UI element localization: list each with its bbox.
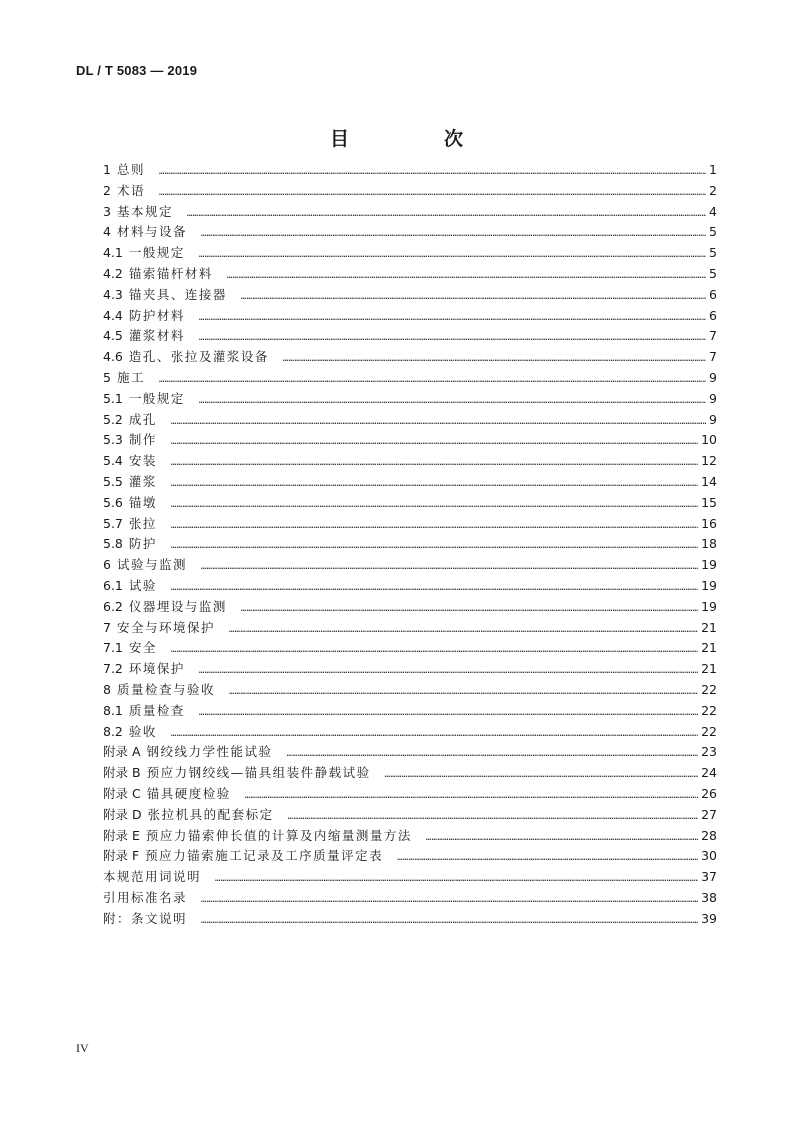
toc-entry-label bbox=[103, 784, 231, 802]
toc-entry[interactable] bbox=[103, 555, 717, 576]
toc-entry[interactable] bbox=[103, 638, 717, 659]
toc-entry-text: 钢绞线力学性能试验 bbox=[146, 744, 273, 760]
toc-entry[interactable] bbox=[103, 805, 717, 826]
toc-leader-dots bbox=[171, 458, 698, 468]
toc-entry[interactable] bbox=[103, 181, 717, 202]
toc-entry[interactable] bbox=[103, 597, 717, 618]
toc-entry-text: 基本规定 bbox=[116, 203, 173, 219]
toc-entry-page: 5 bbox=[709, 245, 717, 261]
toc-entry-text: 灌浆材料 bbox=[128, 328, 185, 344]
toc-entry-label bbox=[103, 659, 185, 677]
toc-leader-dots bbox=[171, 417, 706, 427]
toc-leader-dots bbox=[227, 271, 706, 281]
toc-entry-number: 8.1 bbox=[103, 702, 123, 718]
toc-entry[interactable] bbox=[103, 722, 717, 743]
toc-entry-label bbox=[103, 534, 157, 552]
toc-entry-page: 22 bbox=[701, 681, 717, 697]
toc-entry-text: 引用标准名录 bbox=[103, 889, 188, 905]
toc-entry-label bbox=[103, 638, 157, 656]
toc-entry-label bbox=[103, 264, 213, 282]
toc-leader-dots bbox=[199, 250, 706, 260]
toc-entry[interactable] bbox=[103, 222, 717, 243]
toc-entry-number: 6 bbox=[103, 557, 111, 573]
toc-entry-page: 16 bbox=[701, 515, 717, 531]
toc-leader-dots bbox=[201, 229, 706, 239]
toc-entry-label bbox=[103, 555, 187, 573]
toc-entry-text: 本规范用词说明 bbox=[103, 869, 202, 885]
toc-entry-text: 仪器埋设与监测 bbox=[128, 598, 227, 614]
toc-entry-number: 1 bbox=[103, 162, 111, 177]
standard-code: DL / T 5083 — 2019 bbox=[76, 63, 198, 78]
toc-leader-dots bbox=[229, 625, 698, 635]
toc-entry-label bbox=[103, 285, 227, 303]
toc-entry-text: 试验与监测 bbox=[116, 557, 187, 573]
toc-entry[interactable] bbox=[103, 763, 717, 784]
toc-entry-label bbox=[103, 389, 185, 407]
toc-entry-page: 39 bbox=[701, 910, 717, 926]
toc-entry-text: 一般规定 bbox=[128, 245, 185, 261]
toc-entry-page: 7 bbox=[709, 349, 717, 365]
toc-entry-label bbox=[103, 805, 274, 823]
toc-entry-page: 5 bbox=[709, 224, 717, 240]
toc-entry-text: 防护材料 bbox=[128, 307, 185, 323]
toc-entry[interactable] bbox=[103, 410, 717, 431]
toc-entry-label bbox=[103, 867, 201, 885]
toc-entry-page: 15 bbox=[701, 494, 717, 510]
toc-leader-dots bbox=[171, 729, 698, 739]
toc-entry-page: 6 bbox=[709, 286, 717, 302]
toc-entry-page: 23 bbox=[701, 744, 717, 760]
toc-entry-page: 9 bbox=[709, 411, 717, 427]
toc-entry-page: 26 bbox=[701, 785, 717, 801]
toc-leader-dots bbox=[171, 479, 698, 489]
toc-entry-page: 9 bbox=[709, 390, 717, 406]
toc-leader-dots bbox=[159, 167, 706, 177]
toc-entry-label bbox=[103, 514, 157, 532]
toc-leader-dots bbox=[283, 354, 706, 364]
toc-entry-text: 质量检查 bbox=[128, 702, 185, 718]
toc-entry-label bbox=[103, 618, 215, 636]
toc-entry[interactable] bbox=[103, 680, 717, 701]
toc-leader-dots bbox=[288, 812, 698, 822]
toc-entry[interactable] bbox=[103, 306, 717, 327]
toc-leader-dots bbox=[385, 770, 699, 780]
toc-entry-text: 总则 bbox=[116, 162, 145, 177]
toc-entry-page: 2 bbox=[709, 182, 717, 198]
toc-entry-number: 4 bbox=[103, 224, 111, 240]
toc-leader-dots bbox=[171, 583, 698, 593]
toc-entry[interactable] bbox=[103, 368, 717, 389]
toc-entry[interactable] bbox=[103, 534, 717, 555]
toc-entry-label bbox=[103, 306, 185, 324]
toc-entry-label bbox=[103, 202, 173, 220]
toc-entry[interactable] bbox=[103, 909, 717, 930]
toc-entry-page: 21 bbox=[701, 619, 717, 635]
toc-entry-label bbox=[103, 222, 187, 240]
toc-entry[interactable] bbox=[103, 784, 717, 805]
toc-entry-page: 14 bbox=[701, 473, 717, 489]
toc-entry-number: 附录 E bbox=[103, 827, 140, 843]
toc-entry-text: 灌浆 bbox=[128, 473, 157, 489]
toc-entry[interactable] bbox=[103, 202, 717, 223]
toc-entry-page: 12 bbox=[701, 453, 717, 469]
toc-leader-dots bbox=[199, 313, 706, 323]
toc-entry-page: 9 bbox=[709, 369, 717, 385]
toc-entry-text: 张拉机具的配套标定 bbox=[147, 806, 274, 822]
toc-entry-label bbox=[103, 826, 412, 844]
toc-entry-number: 7 bbox=[103, 619, 111, 635]
toc-leader-dots bbox=[397, 853, 698, 863]
toc-entry-number: 4.3 bbox=[103, 286, 123, 302]
toc-leader-dots bbox=[201, 562, 698, 572]
toc-leader-dots bbox=[426, 833, 698, 843]
toc-entry-number: 4.6 bbox=[103, 349, 123, 365]
toc-entry-page: 18 bbox=[701, 536, 717, 552]
toc-entry-number: 4.1 bbox=[103, 245, 123, 261]
toc-entry-text: 附：条文说明 bbox=[103, 910, 188, 926]
toc-entry[interactable] bbox=[103, 493, 717, 514]
toc-entry-page: 30 bbox=[701, 848, 717, 864]
toc-entry-page: 7 bbox=[709, 328, 717, 344]
toc-entry[interactable] bbox=[103, 888, 717, 909]
toc-entry-text: 一般规定 bbox=[128, 390, 185, 406]
toc-entry-text: 锚具硬度检验 bbox=[146, 785, 231, 801]
toc-entry-number: 5 bbox=[103, 369, 111, 385]
toc-entry-text: 张拉 bbox=[128, 515, 157, 531]
toc-entry-number: 附录 F bbox=[103, 848, 140, 864]
toc-entry[interactable] bbox=[103, 285, 717, 306]
toc-entry[interactable] bbox=[103, 576, 717, 597]
toc-entry-text: 安全 bbox=[128, 640, 157, 656]
toc-entry-number: 5.1 bbox=[103, 390, 123, 406]
toc-entry-number: 5.8 bbox=[103, 536, 123, 552]
toc-leader-dots bbox=[241, 292, 706, 302]
toc-entry[interactable] bbox=[103, 701, 717, 722]
toc-entry-page: 19 bbox=[701, 577, 717, 593]
toc-entry[interactable] bbox=[103, 659, 717, 680]
toc-entry-number: 5.7 bbox=[103, 515, 123, 531]
toc-entry-number: 8 bbox=[103, 681, 111, 697]
toc-leader-dots bbox=[199, 666, 698, 676]
toc-entry-number: 4.2 bbox=[103, 265, 123, 281]
toc-entry-number: 5.3 bbox=[103, 432, 123, 448]
toc-entry-text: 环境保护 bbox=[128, 661, 185, 677]
toc-entry-text: 术语 bbox=[116, 182, 145, 198]
toc-entry-label bbox=[103, 451, 157, 469]
toc-entry-page: 21 bbox=[701, 640, 717, 656]
toc-leader-dots bbox=[241, 604, 698, 614]
toc-entry[interactable] bbox=[103, 846, 717, 867]
toc-entry-label bbox=[103, 493, 157, 511]
toc-entry-page: 4 bbox=[709, 203, 717, 219]
toc-entry[interactable] bbox=[103, 264, 717, 285]
toc-entry-number: 3 bbox=[103, 203, 111, 219]
toc-entry-text: 材料与设备 bbox=[116, 224, 187, 240]
toc-entry-number: 4.4 bbox=[103, 307, 123, 323]
toc-entry[interactable] bbox=[103, 742, 717, 763]
toc-entry-number: 附录 B bbox=[103, 765, 141, 781]
toc-entry-label bbox=[103, 430, 157, 448]
toc-entry-label bbox=[103, 181, 145, 199]
toc-entry-text: 锚索锚杆材料 bbox=[128, 265, 213, 281]
toc-entry-label bbox=[103, 763, 371, 781]
toc-entry-page: 28 bbox=[701, 827, 717, 843]
toc-entry-page: 10 bbox=[701, 432, 717, 448]
toc-entry-text: 安全与环境保护 bbox=[116, 619, 215, 635]
toc-entry-number: 7.1 bbox=[103, 640, 123, 656]
toc-entry-number: 4.5 bbox=[103, 328, 123, 344]
toc-entry-label bbox=[103, 846, 383, 864]
toc-entry-number: 5.6 bbox=[103, 494, 123, 510]
toc-entry[interactable] bbox=[103, 618, 717, 639]
toc-entry[interactable] bbox=[103, 867, 717, 888]
toc-entry-text: 试验 bbox=[128, 577, 157, 593]
toc-entry[interactable] bbox=[103, 389, 717, 410]
toc-entry[interactable] bbox=[103, 430, 717, 451]
toc-entry-page: 21 bbox=[701, 661, 717, 677]
toc-entry-page: 38 bbox=[701, 889, 717, 905]
page-number: IV bbox=[76, 1041, 89, 1055]
toc-entry[interactable] bbox=[103, 514, 717, 535]
toc-leader-dots bbox=[201, 916, 698, 926]
toc-entry-number: 7.2 bbox=[103, 661, 123, 677]
toc-entry-label bbox=[103, 742, 273, 760]
toc-entry-page: 27 bbox=[701, 806, 717, 822]
toc-leader-dots bbox=[171, 541, 698, 551]
toc-entry-page: 1 bbox=[709, 162, 717, 177]
toc-entry-label bbox=[103, 410, 157, 428]
toc-entry-text: 防护 bbox=[128, 536, 157, 552]
page-title: 目 次 bbox=[329, 128, 501, 150]
table-of-contents bbox=[103, 160, 717, 929]
toc-entry[interactable] bbox=[103, 347, 717, 368]
toc-entry-text: 成孔 bbox=[128, 411, 157, 427]
toc-entry-page: 37 bbox=[701, 869, 717, 885]
toc-entry[interactable] bbox=[103, 472, 717, 493]
toc-entry-label bbox=[103, 680, 215, 698]
toc-entry-text: 制作 bbox=[128, 432, 157, 448]
toc-entry-text: 安装 bbox=[128, 453, 157, 469]
toc-entry-label bbox=[103, 368, 145, 386]
toc-leader-dots bbox=[171, 437, 698, 447]
toc-entry-text: 锚夹具、连接器 bbox=[128, 286, 227, 302]
toc-entry[interactable] bbox=[103, 451, 717, 472]
toc-entry-number: 5.2 bbox=[103, 411, 123, 427]
toc-entry-text: 预应力钢绞线—锚具组装件静载试验 bbox=[146, 765, 371, 781]
toc-leader-dots bbox=[215, 874, 698, 884]
toc-entry[interactable] bbox=[103, 826, 717, 847]
toc-entry-label bbox=[103, 597, 227, 615]
toc-entry-number: 2 bbox=[103, 182, 111, 198]
toc-entry-label bbox=[103, 160, 145, 178]
toc-leader-dots bbox=[199, 333, 706, 343]
toc-leader-dots bbox=[199, 708, 698, 718]
toc-entry-label bbox=[103, 576, 157, 594]
toc-entry-number: 5.4 bbox=[103, 453, 123, 469]
toc-entry-page: 22 bbox=[701, 723, 717, 739]
toc-entry-number: 附录 C bbox=[103, 785, 141, 801]
toc-leader-dots bbox=[229, 687, 698, 697]
toc-entry-page: 24 bbox=[701, 765, 717, 781]
toc-entry-page: 19 bbox=[701, 557, 717, 573]
toc-entry-text: 预应力锚索伸长值的计算及内缩量测量方法 bbox=[145, 827, 412, 843]
toc-entry-label bbox=[103, 888, 187, 906]
toc-leader-dots bbox=[171, 521, 698, 531]
toc-entry-number: 6.1 bbox=[103, 577, 123, 593]
toc-entry-number: 6.2 bbox=[103, 598, 123, 614]
toc-leader-dots bbox=[199, 396, 706, 406]
toc-leader-dots bbox=[187, 209, 706, 219]
toc-entry-page: 22 bbox=[701, 702, 717, 718]
toc-leader-dots bbox=[171, 645, 698, 655]
toc-leader-dots bbox=[287, 749, 699, 759]
toc-entry-text: 验收 bbox=[128, 723, 157, 739]
toc-entry[interactable] bbox=[103, 160, 717, 181]
toc-entry-label bbox=[103, 326, 185, 344]
toc-entry-page: 5 bbox=[709, 265, 717, 281]
toc-entry-label bbox=[103, 909, 187, 927]
toc-entry-page: 19 bbox=[701, 598, 717, 614]
toc-entry-label bbox=[103, 243, 185, 261]
toc-entry-text: 预应力锚索施工记录及工序质量评定表 bbox=[145, 848, 384, 864]
toc-entry[interactable] bbox=[103, 326, 717, 347]
toc-entry-page: 6 bbox=[709, 307, 717, 323]
toc-entry[interactable] bbox=[103, 243, 717, 264]
toc-entry-label bbox=[103, 347, 269, 365]
toc-entry-label bbox=[103, 472, 157, 490]
toc-entry-number: 附录 D bbox=[103, 806, 142, 822]
toc-leader-dots bbox=[245, 791, 698, 801]
toc-leader-dots bbox=[159, 188, 706, 198]
toc-entry-number: 附录 A bbox=[103, 744, 141, 760]
toc-entry-text: 质量检查与验收 bbox=[116, 681, 215, 697]
toc-entry-text: 施工 bbox=[116, 369, 145, 385]
toc-leader-dots bbox=[201, 895, 698, 905]
toc-entry-text: 锚墩 bbox=[128, 494, 157, 510]
toc-leader-dots bbox=[171, 500, 698, 510]
toc-entry-number: 8.2 bbox=[103, 723, 123, 739]
toc-leader-dots bbox=[159, 375, 706, 385]
toc-entry-number: 5.5 bbox=[103, 473, 123, 489]
toc-entry-text: 造孔、张拉及灌浆设备 bbox=[128, 349, 269, 365]
toc-entry-label bbox=[103, 722, 157, 740]
toc-entry-label bbox=[103, 701, 185, 719]
